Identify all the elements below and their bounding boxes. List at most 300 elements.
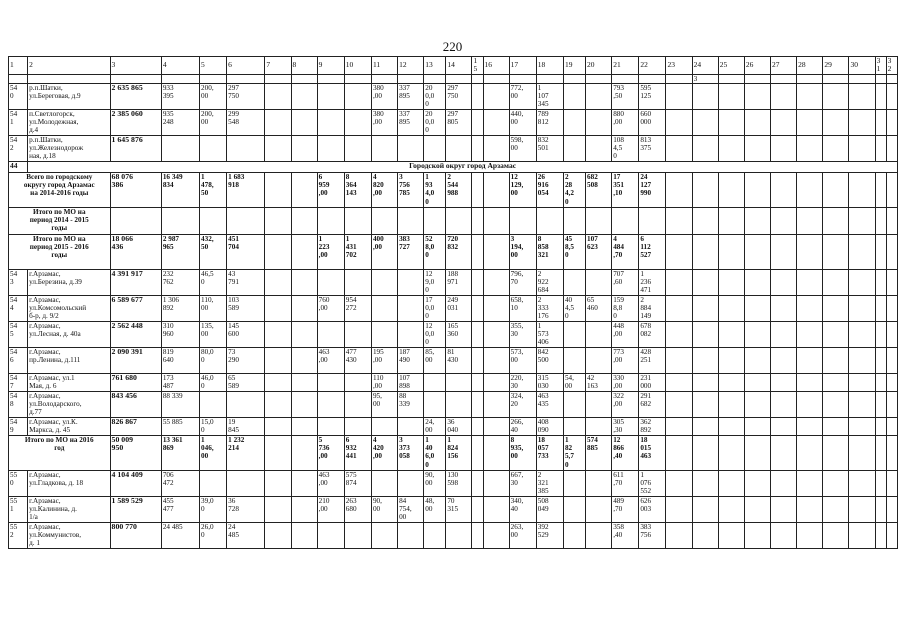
table-cell <box>483 347 509 373</box>
table-cell: 383 727 <box>398 234 424 269</box>
column-header: 29 <box>823 57 849 75</box>
table-cell <box>823 496 849 522</box>
table-cell: 24 485 <box>227 522 265 548</box>
table-cell: 1 40 6,0 0 <box>424 435 446 470</box>
table-cell <box>161 207 199 234</box>
table-cell <box>771 417 797 435</box>
table-cell <box>771 435 797 470</box>
table-cell <box>265 83 291 109</box>
table-cell <box>344 269 371 295</box>
table-cell <box>317 135 344 161</box>
table-cell <box>509 74 536 83</box>
table-cell <box>563 347 585 373</box>
table-cell <box>692 321 718 347</box>
table-cell <box>398 321 424 347</box>
table-cell <box>344 391 371 417</box>
table-cell <box>563 269 585 295</box>
table-cell <box>586 321 612 347</box>
table-cell: 451 704 <box>227 234 265 269</box>
table-cell <box>563 109 585 135</box>
table-cell: 188 971 <box>446 269 472 295</box>
table-cell <box>692 373 718 391</box>
table-cell: 48, 00 <box>424 496 446 522</box>
table-cell <box>291 347 317 373</box>
table-cell: 380 ,00 <box>371 83 397 109</box>
table-cell <box>771 83 797 109</box>
table-cell: 159 8,8 0 <box>612 295 639 321</box>
table-cell: 263 680 <box>344 496 371 522</box>
table-cell: 408 090 <box>536 417 563 435</box>
table-cell: 322 ,00 <box>612 391 639 417</box>
table-cell: 2 28 4,2 0 <box>563 172 585 207</box>
table-cell <box>744 347 770 373</box>
table-cell <box>227 470 265 496</box>
table-cell <box>886 373 897 391</box>
table-cell: 432, 50 <box>200 234 227 269</box>
table-cell <box>718 496 744 522</box>
table-cell <box>797 295 823 321</box>
table-cell <box>875 470 886 496</box>
table-cell: 46,0 0 <box>200 373 227 391</box>
table-cell <box>265 347 291 373</box>
table-cell <box>771 109 797 135</box>
table-cell <box>291 234 317 269</box>
table-cell <box>483 172 509 207</box>
table-cell <box>886 391 897 417</box>
table-cell <box>744 295 770 321</box>
table-cell <box>265 295 291 321</box>
table-cell: 200, 00 <box>200 83 227 109</box>
table-cell <box>849 417 875 435</box>
table-cell <box>483 391 509 417</box>
column-header: 25 <box>718 57 744 75</box>
table-cell: 70 315 <box>446 496 472 522</box>
table-cell: 4 391 917 <box>110 269 161 295</box>
table-cell: 463 ,00 <box>317 470 344 496</box>
total-label: Итого по МО на период 2015 - 2016 годы <box>9 234 111 269</box>
table-cell: г.Арзамас, пр.Ленина, д.111 <box>28 347 110 373</box>
table-cell <box>472 391 483 417</box>
table-cell <box>849 321 875 347</box>
table-cell <box>849 295 875 321</box>
table-cell <box>291 269 317 295</box>
table-cell: 800 770 <box>110 522 161 548</box>
table-cell <box>823 234 849 269</box>
table-cell <box>744 172 770 207</box>
table-cell <box>563 83 585 109</box>
table-cell: 477 430 <box>344 347 371 373</box>
table-cell <box>483 435 509 470</box>
table-cell <box>666 83 692 109</box>
table-cell: 340, 40 <box>509 496 536 522</box>
table-cell: 55 885 <box>161 417 199 435</box>
column-header: 21 <box>612 57 639 75</box>
table-cell: 720 832 <box>446 234 472 269</box>
table-cell: 337 895 <box>398 109 424 135</box>
table-cell <box>344 83 371 109</box>
table-cell: 26 916 054 <box>536 172 563 207</box>
column-header: 2 <box>28 57 110 75</box>
table-cell: 8 364 143 <box>344 172 371 207</box>
table-cell <box>344 74 371 83</box>
table-cell <box>586 83 612 109</box>
table-cell <box>344 417 371 435</box>
table-cell <box>472 135 483 161</box>
table-cell: 4 484 ,70 <box>612 234 639 269</box>
table-cell <box>398 135 424 161</box>
table-cell <box>472 470 483 496</box>
table-cell <box>344 109 371 135</box>
table-cell <box>265 269 291 295</box>
table-cell <box>28 74 110 83</box>
table-cell <box>344 373 371 391</box>
table-cell <box>823 135 849 161</box>
table-cell: 362 892 <box>639 417 666 435</box>
table-cell <box>291 522 317 548</box>
table-cell <box>718 83 744 109</box>
table-cell <box>483 83 509 109</box>
table-cell <box>586 74 612 83</box>
table-cell <box>586 109 612 135</box>
column-header: 27 <box>771 57 797 75</box>
table-cell <box>666 172 692 207</box>
column-header: 18 <box>536 57 563 75</box>
table-cell <box>472 109 483 135</box>
table-cell <box>110 207 161 234</box>
table-cell <box>718 74 744 83</box>
table-cell <box>744 135 770 161</box>
table-cell: 440, 00 <box>509 109 536 135</box>
table-cell: 574 885 <box>586 435 612 470</box>
table-cell: 1 683 918 <box>227 172 265 207</box>
table-cell: 210 ,00 <box>317 496 344 522</box>
table-cell: 43 791 <box>227 269 265 295</box>
table-cell: 110 ,00 <box>371 373 397 391</box>
table-cell: 428 251 <box>639 347 666 373</box>
table-cell <box>424 522 446 548</box>
table-cell <box>823 435 849 470</box>
table-cell: 81 430 <box>446 347 472 373</box>
table-cell: 880 ,00 <box>612 109 639 135</box>
table-cell <box>472 347 483 373</box>
table-cell: 45 8,5 0 <box>563 234 585 269</box>
data-table <box>8 56 898 549</box>
table-cell <box>744 74 770 83</box>
table-cell: г.Арзамас, ул.1 Мая, д. 6 <box>28 373 110 391</box>
table-cell <box>797 417 823 435</box>
table-cell <box>823 417 849 435</box>
table-cell <box>849 470 875 496</box>
table-cell: 4 820 ,00 <box>371 172 397 207</box>
table-cell <box>344 522 371 548</box>
column-header: 26 <box>744 57 770 75</box>
table-cell <box>823 470 849 496</box>
table-cell <box>110 74 161 83</box>
column-header: 11 <box>371 57 397 75</box>
table-cell <box>886 522 897 548</box>
table-cell <box>291 470 317 496</box>
table-cell <box>586 391 612 417</box>
column-header: 5 <box>200 57 227 75</box>
table-cell <box>666 234 692 269</box>
table-row <box>9 522 898 548</box>
table-cell: 1 93 4,0 0 <box>424 172 446 207</box>
table-cell <box>718 295 744 321</box>
table-cell: 54, 00 <box>563 373 585 391</box>
table-cell <box>718 172 744 207</box>
table-cell <box>666 470 692 496</box>
table-cell: 826 867 <box>110 417 161 435</box>
table-cell <box>771 207 797 234</box>
table-cell <box>823 373 849 391</box>
table-cell <box>886 135 897 161</box>
table-cell <box>483 109 509 135</box>
table-cell: 24 485 <box>161 522 199 548</box>
table-row <box>9 373 898 391</box>
table-cell <box>823 269 849 295</box>
table-cell: 231 000 <box>639 373 666 391</box>
table-cell <box>317 321 344 347</box>
table-cell <box>744 269 770 295</box>
table-cell <box>446 135 472 161</box>
table-cell: 4 104 409 <box>110 470 161 496</box>
table-cell: 1 232 214 <box>227 435 265 470</box>
table-cell <box>771 373 797 391</box>
table-cell <box>483 295 509 321</box>
table-cell <box>563 207 585 234</box>
table-cell <box>398 295 424 321</box>
table-cell: 18 057 733 <box>536 435 563 470</box>
table-cell: 232 762 <box>161 269 199 295</box>
table-cell <box>886 234 897 269</box>
table-cell: 24, 00 <box>424 417 446 435</box>
table-cell: 2 090 391 <box>110 347 161 373</box>
table-cell <box>875 347 886 373</box>
table-cell <box>161 74 199 83</box>
table-cell <box>398 470 424 496</box>
table-cell <box>718 109 744 135</box>
table-cell <box>317 83 344 109</box>
table-cell: 2 385 060 <box>110 109 161 135</box>
table-cell: 658, 10 <box>509 295 536 321</box>
table-cell <box>291 321 317 347</box>
table-cell <box>200 470 227 496</box>
table-cell <box>666 391 692 417</box>
table-cell: 107 623 <box>586 234 612 269</box>
table-cell <box>344 207 371 234</box>
table-cell <box>200 207 227 234</box>
table-cell <box>692 347 718 373</box>
table-cell: 789 812 <box>536 109 563 135</box>
table-cell: 793 ,50 <box>612 83 639 109</box>
table-cell <box>886 435 897 470</box>
table-cell <box>317 373 344 391</box>
table-cell <box>472 207 483 234</box>
table-cell <box>849 74 875 83</box>
column-header: 30 <box>849 57 875 75</box>
table-cell: 110, 00 <box>200 295 227 321</box>
table-cell: 18 015 463 <box>639 435 666 470</box>
table-cell <box>797 83 823 109</box>
table-cell <box>291 435 317 470</box>
table-cell: 103 589 <box>227 295 265 321</box>
table-cell: г.Арзамас, ул.Коммунистов, д. 1 <box>28 522 110 548</box>
table-cell <box>823 109 849 135</box>
table-cell: 36 040 <box>446 417 472 435</box>
total-label: Всего по городскому округу город Арзамас на 2014-2016 годы <box>9 172 111 207</box>
column-header: 1 <box>9 57 28 75</box>
table-cell <box>744 83 770 109</box>
table-cell <box>265 321 291 347</box>
table-cell: 54 9 <box>9 417 28 435</box>
table-cell <box>472 269 483 295</box>
table-cell <box>823 172 849 207</box>
table-cell <box>291 83 317 109</box>
table-cell <box>875 269 886 295</box>
table-cell <box>771 496 797 522</box>
table-cell: 297 750 <box>446 83 472 109</box>
table-cell: 660 000 <box>639 109 666 135</box>
table-cell: 1 076 552 <box>639 470 666 496</box>
table-cell: г.Арзамас, ул.Володарского, д.77 <box>28 391 110 417</box>
table-cell: 2 562 448 <box>110 321 161 347</box>
table-cell <box>718 347 744 373</box>
table-cell: 50 009 950 <box>110 435 161 470</box>
table-cell: 145 600 <box>227 321 265 347</box>
column-header: 24 <box>692 57 718 75</box>
table-cell <box>744 234 770 269</box>
table-cell <box>446 74 472 83</box>
table-cell: 12 0,0 0 <box>424 321 446 347</box>
table-cell <box>666 321 692 347</box>
table-cell: 297 805 <box>446 109 472 135</box>
table-cell <box>875 234 886 269</box>
table-cell: 3 194, 00 <box>509 234 536 269</box>
table-cell <box>472 295 483 321</box>
section-number: 44 <box>9 161 28 172</box>
table-cell <box>849 347 875 373</box>
table-cell: 358 ,40 <box>612 522 639 548</box>
table-cell: 819 640 <box>161 347 199 373</box>
table-cell <box>849 172 875 207</box>
table-cell <box>398 207 424 234</box>
table-cell <box>446 373 472 391</box>
table-cell <box>718 522 744 548</box>
table-cell <box>586 347 612 373</box>
table-cell: 68 076 386 <box>110 172 161 207</box>
table-cell: 706 472 <box>161 470 199 496</box>
table-cell: 1 046, 00 <box>200 435 227 470</box>
table-cell <box>666 109 692 135</box>
table-cell <box>639 74 666 83</box>
table-cell <box>227 135 265 161</box>
table-cell <box>291 391 317 417</box>
table-cell: г.Арзамас, ул.Комсомольский б-р, д. 9/2 <box>28 295 110 321</box>
table-cell <box>771 295 797 321</box>
table-cell <box>483 470 509 496</box>
table-cell: 54 0 <box>9 83 28 109</box>
table-cell <box>692 135 718 161</box>
table-cell <box>371 207 397 234</box>
table-cell: 24 127 990 <box>639 172 666 207</box>
table-cell <box>875 295 886 321</box>
table-cell: 20 0,0 0 <box>424 109 446 135</box>
table-cell: 310 960 <box>161 321 199 347</box>
table-cell <box>398 269 424 295</box>
table-cell <box>886 496 897 522</box>
table-cell <box>265 496 291 522</box>
table-cell <box>483 417 509 435</box>
table-cell <box>483 321 509 347</box>
table-cell: 220, 30 <box>509 373 536 391</box>
table-cell <box>483 496 509 522</box>
page-number: 220 <box>442 39 463 54</box>
table-cell <box>692 391 718 417</box>
table-cell <box>265 135 291 161</box>
table-cell: 52 8,0 0 <box>424 234 446 269</box>
table-cell <box>227 207 265 234</box>
table-cell <box>875 435 886 470</box>
table-cell <box>291 135 317 161</box>
table-cell <box>371 74 397 83</box>
table-cell <box>886 109 897 135</box>
table-cell: 678 082 <box>639 321 666 347</box>
table-cell <box>771 522 797 548</box>
table-cell <box>291 172 317 207</box>
table-cell: 598, 00 <box>509 135 536 161</box>
table-row <box>9 435 898 470</box>
table-cell <box>849 435 875 470</box>
table-cell <box>797 470 823 496</box>
table-cell <box>886 347 897 373</box>
table-cell <box>744 321 770 347</box>
table-cell: г.Арзамас, ул.Березина, д.39 <box>28 269 110 295</box>
table-cell: 65 460 <box>586 295 612 321</box>
table-cell: 2 544 988 <box>446 172 472 207</box>
total-label: Итого по МО на период 2014 - 2015 годы <box>9 207 111 234</box>
table-cell <box>317 522 344 548</box>
table-cell <box>291 496 317 522</box>
table-cell <box>771 135 797 161</box>
table-cell: 448 ,00 <box>612 321 639 347</box>
table-cell: 2 635 865 <box>110 83 161 109</box>
table-cell <box>265 391 291 417</box>
table-cell: 95, 00 <box>371 391 397 417</box>
column-header: 13 <box>424 57 446 75</box>
table-cell <box>886 172 897 207</box>
column-header: 9 <box>317 57 344 75</box>
table-cell <box>849 269 875 295</box>
table-cell <box>666 74 692 83</box>
table-row <box>9 135 898 161</box>
table-cell: 1 645 876 <box>110 135 161 161</box>
table-cell <box>666 496 692 522</box>
table-cell: 954 272 <box>344 295 371 321</box>
table-cell <box>718 435 744 470</box>
table-cell: 1 589 529 <box>110 496 161 522</box>
table-cell: 249 031 <box>446 295 472 321</box>
table-cell: 5 736 ,00 <box>317 435 344 470</box>
table-cell: 187 490 <box>398 347 424 373</box>
table-cell <box>692 496 718 522</box>
table-cell <box>612 74 639 83</box>
table-cell <box>886 295 897 321</box>
table-cell <box>692 417 718 435</box>
table-row <box>9 496 898 522</box>
table-cell: 84 754, 00 <box>398 496 424 522</box>
table-cell <box>823 347 849 373</box>
table-cell <box>823 207 849 234</box>
